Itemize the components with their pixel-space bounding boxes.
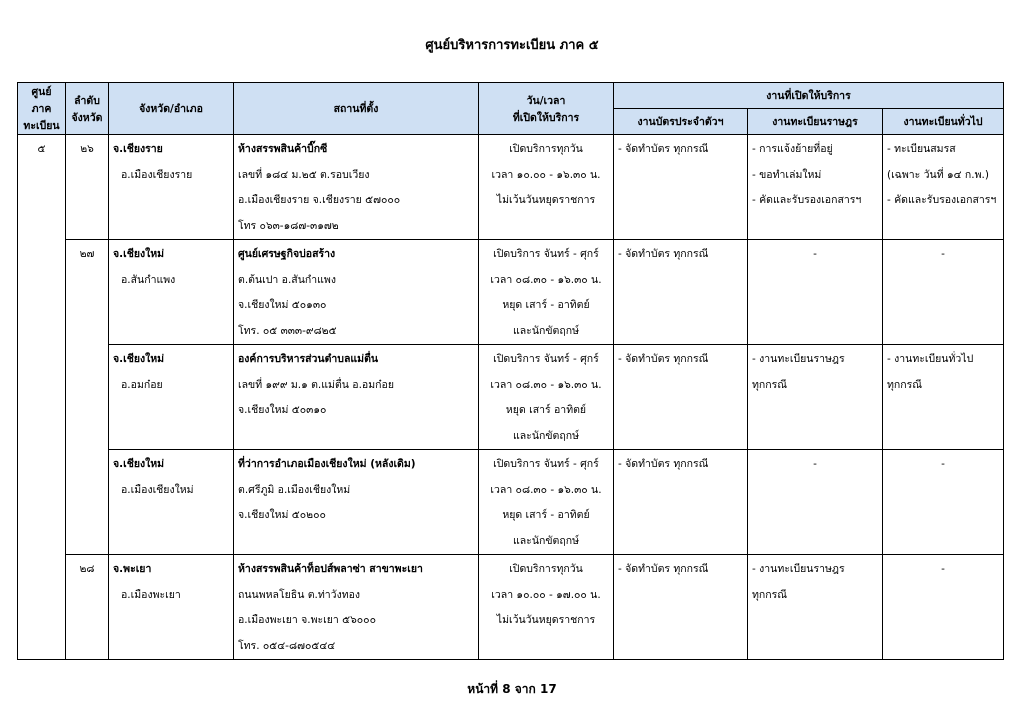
location-line: จ.เชียงใหม่ ๕๐๒๐๐	[238, 509, 326, 521]
location-line: อ.เมืองเชียงราย จ.เชียงราย ๕๗๐๐๐	[238, 194, 401, 206]
service-hours-line: เปิดบริการทุกวัน	[509, 143, 583, 155]
table-row	[18, 345, 1004, 450]
province-order-cell	[66, 240, 109, 345]
service-hours-line: และนักขัตฤกษ์	[512, 534, 579, 547]
province-district-cell	[109, 345, 234, 450]
location-line: เลขที่ ๑๙๙ ม.๑ ต.แม่ตื่น อ.อมก๋อย	[238, 378, 394, 391]
location-line: ต.ศรีภูมิ อ.เมืองเชียงใหม่	[238, 483, 351, 496]
civil-registration-line: - งานทะเบียนราษฎร	[752, 353, 845, 365]
header-services: งานที่เปิดให้บริการ	[614, 83, 1004, 109]
table-row	[18, 450, 1004, 555]
province-name: จ.พะเยา	[113, 563, 152, 575]
table-row	[18, 555, 1004, 660]
header-region-center	[18, 83, 66, 135]
header-row-1	[18, 83, 1004, 109]
header-service-hours-line2: ที่เปิดให้บริการ	[512, 111, 580, 124]
service-hours-line: เปิดบริการ จันทร์ - ศุกร์	[493, 353, 599, 365]
general-registration-line: -	[941, 458, 945, 470]
id-card-service-line: - จัดทำบัตร ทุกกรณี	[618, 458, 709, 470]
header-service-hours-line1: วัน/เวลา	[526, 94, 566, 107]
province-order: ๒๗	[79, 248, 95, 260]
civil-registration-line: -	[813, 458, 817, 470]
general-registration-cell	[883, 135, 1004, 240]
civil-registration-line: -	[813, 248, 817, 260]
civil-registration-cell	[748, 135, 883, 240]
civil-registration-cell	[748, 555, 883, 660]
general-registration-line: (เฉพาะ วันที่ ๑๔ ก.พ.)	[887, 168, 989, 181]
page-number: หน้าที่ 8 จาก 17	[467, 682, 557, 696]
service-hours-line: หยุด เสาร์ - อาทิตย์	[502, 509, 590, 521]
service-hours-cell	[479, 450, 614, 555]
location-line: ต.ต้นเปา อ.สันกำแพง	[238, 273, 336, 286]
service-hours-line: และนักขัตฤกษ์	[512, 429, 579, 442]
province-district-cell	[109, 555, 234, 660]
service-hours-cell	[479, 240, 614, 345]
service-hours-line: เวลา ๑๐.๐๐ - ๑๗.๐๐ น.	[491, 588, 601, 601]
civil-registration-line: ทุกกรณี	[752, 588, 788, 601]
id-card-service-line: - จัดทำบัตร ทุกกรณี	[618, 143, 709, 155]
general-registration-cell	[883, 240, 1004, 345]
region-number: ๕	[37, 143, 46, 155]
province-order: ๒๖	[80, 143, 94, 155]
header-region-center-line2: ทะเบียน	[23, 120, 60, 132]
location-name: ห้างสรรพสินค้าบิ๊กซี	[238, 143, 328, 155]
service-hours-line: ไม่เว้นวันหยุดราชการ	[496, 194, 596, 206]
header-province-order-line2: จังหวัด	[71, 111, 103, 124]
service-hours-cell	[479, 135, 614, 240]
general-registration-line: -	[941, 248, 945, 260]
service-hours-line: เวลา ๑๐.๐๐ - ๑๖.๓๐ น.	[491, 168, 601, 181]
service-hours-line: และนักขัตฤกษ์	[512, 324, 579, 337]
service-hours-line: หยุด เสาร์ - อาทิตย์	[502, 299, 590, 311]
civil-registration-line: ทุกกรณี	[752, 378, 788, 391]
id-card-service-cell	[614, 135, 748, 240]
province-order: ๒๘	[79, 563, 95, 575]
page-title: ศูนย์บริหารการทะเบียน ภาค ๕	[425, 38, 599, 53]
header-general-registration: งานทะเบียนทั่วไป	[883, 109, 1004, 135]
header-province-order-line1: ลำดับ	[74, 94, 100, 107]
header-id-card: งานบัตรประจำตัวฯ	[614, 109, 748, 135]
region-number-cell	[18, 135, 66, 660]
general-registration-cell	[883, 555, 1004, 660]
civil-registration-line: - งานทะเบียนราษฎร	[752, 563, 845, 575]
service-hours-cell	[479, 345, 614, 450]
location-name: ที่ว่าการอำเภอเมืองเชียงใหม่ (หลังเดิม)	[238, 458, 416, 470]
header-province-district: จังหวัด/อำเภอ	[109, 83, 234, 135]
province-name: จ.เชียงราย	[113, 143, 163, 155]
header-region-center-line1: ศูนย์ภาค	[31, 86, 52, 115]
general-registration-line: - งานทะเบียนทั่วไป	[887, 353, 974, 365]
district-name: อ.อมก๋อย	[121, 378, 163, 391]
location-line: จ.เชียงใหม่ ๕๐๑๓๐	[238, 299, 327, 311]
province-order-cell	[66, 345, 109, 450]
location-name: ห้างสรรพสินค้าท็อปส์พลาซ่า สาขาพะเยา	[238, 563, 423, 575]
province-name: จ.เชียงใหม่	[113, 458, 165, 470]
province-name: จ.เชียงใหม่	[113, 248, 165, 260]
location-line: ถนนพหลโยธิน ต.ท่าวังทอง	[238, 588, 361, 601]
header-service-hours	[479, 83, 614, 135]
location-name: ศูนย์เศรษฐกิจบ่อสร้าง	[238, 248, 336, 260]
service-hours-line: เปิดบริการทุกวัน	[509, 563, 583, 575]
location-line: จ.เชียงใหม่ ๕๐๓๑๐	[238, 404, 327, 416]
location-line: โทร. ๐๕๔-๘๗๐๕๔๔	[238, 639, 336, 652]
location-line: โทร. ๐๕ ๓๓๓-๙๘๒๕	[238, 324, 337, 337]
service-hours-cell	[479, 555, 614, 660]
table-row	[18, 240, 1004, 345]
location-cell	[234, 135, 479, 240]
district-name: อ.เมืองพะเยา	[121, 588, 181, 601]
service-hours-line: เวลา ๐๘.๓๐ - ๑๖.๓๐ น.	[490, 483, 602, 496]
province-district-cell	[109, 450, 234, 555]
service-schedule-table	[17, 82, 1004, 660]
id-card-service-line: - จัดทำบัตร ทุกกรณี	[618, 248, 709, 260]
location-cell	[234, 240, 479, 345]
district-name: อ.สันกำแพง	[121, 273, 176, 286]
id-card-service-line: - จัดทำบัตร ทุกกรณี	[618, 563, 709, 575]
civil-registration-cell	[748, 345, 883, 450]
general-registration-cell	[883, 345, 1004, 450]
civil-registration-cell	[748, 240, 883, 345]
location-cell	[234, 555, 479, 660]
id-card-service-cell	[614, 345, 748, 450]
civil-registration-line: - ขอทำเล่มใหม่	[752, 168, 822, 181]
service-hours-line: เปิดบริการ จันทร์ - ศุกร์	[493, 248, 599, 260]
province-order-cell	[66, 450, 109, 555]
id-card-service-cell	[614, 450, 748, 555]
location-cell	[234, 345, 479, 450]
location-line: เลขที่ ๑๘๔ ม.๒๕ ต.รอบเวียง	[238, 168, 370, 181]
province-district-cell	[109, 240, 234, 345]
province-name: จ.เชียงใหม่	[113, 353, 165, 365]
district-name: อ.เมืองเชียงราย	[121, 168, 193, 181]
province-order-cell	[66, 555, 109, 660]
general-registration-cell	[883, 450, 1004, 555]
general-registration-line: ทุกกรณี	[887, 378, 923, 391]
service-hours-line: ไม่เว้นวันหยุดราชการ	[496, 614, 596, 626]
province-order-cell	[66, 135, 109, 240]
location-cell	[234, 450, 479, 555]
table-row	[18, 135, 1004, 240]
service-hours-line: หยุด เสาร์ อาทิตย์	[505, 404, 587, 416]
header-location: สถานที่ตั้ง	[234, 83, 479, 135]
service-hours-line: เปิดบริการ จันทร์ - ศุกร์	[493, 458, 599, 470]
id-card-service-cell	[614, 240, 748, 345]
general-registration-line: - คัดและรับรองเอกสารฯ	[887, 194, 997, 206]
id-card-service-cell	[614, 555, 748, 660]
location-line: โทร ๐๖๓-๑๘๗-๓๑๗๒	[238, 219, 339, 232]
header-civil-registration: งานทะเบียนราษฎร	[748, 109, 883, 135]
service-hours-line: เวลา ๐๘.๓๐ - ๑๖.๓๐ น.	[490, 378, 602, 391]
general-registration-line: -	[941, 563, 945, 575]
service-hours-line: เวลา ๐๘.๓๐ - ๑๖.๓๐ น.	[490, 273, 602, 286]
location-name: องค์การบริหารส่วนตำบลแม่ตื่น	[238, 353, 379, 365]
district-name: อ.เมืองเชียงใหม่	[121, 483, 194, 496]
id-card-service-line: - จัดทำบัตร ทุกกรณี	[618, 353, 709, 365]
civil-registration-line: - การแจ้งย้ายที่อยู่	[752, 143, 833, 155]
civil-registration-line: - คัดและรับรองเอกสารฯ	[752, 194, 862, 206]
civil-registration-cell	[748, 450, 883, 555]
location-line: อ.เมืองพะเยา จ.พะเยา ๕๖๐๐๐	[238, 614, 376, 626]
header-province-order	[66, 83, 109, 135]
general-registration-line: - ทะเบียนสมรส	[887, 143, 956, 155]
province-district-cell	[109, 135, 234, 240]
